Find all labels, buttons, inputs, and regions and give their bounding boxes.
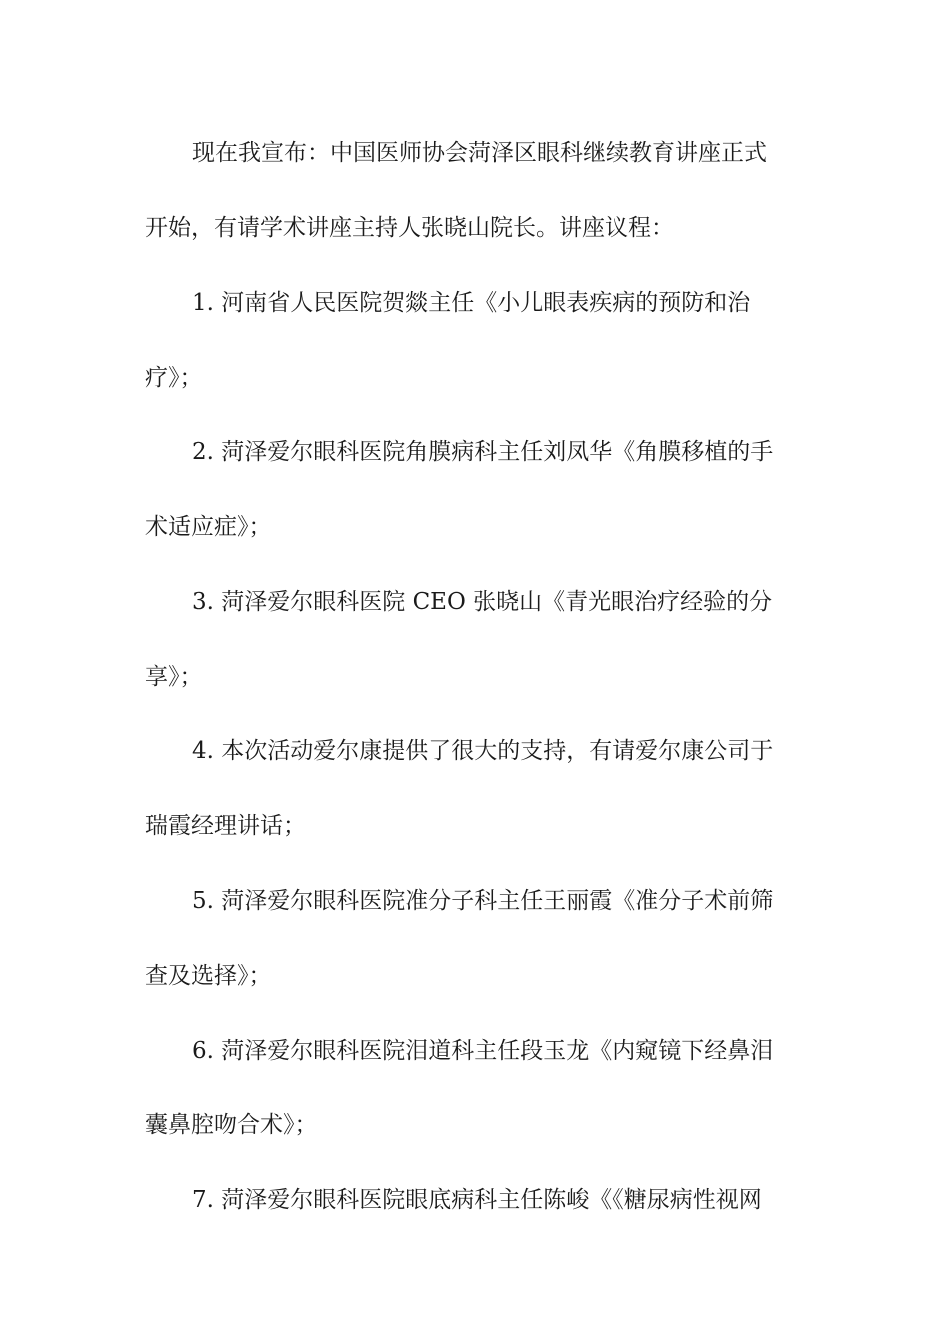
agenda-item-1-line-2: 疗》； [145, 365, 203, 391]
agenda-item-3-line-2: 享》； [145, 664, 203, 690]
agenda-item-4-line-2: 瑞霞经理讲话； [145, 813, 306, 839]
intro-line-1: 现在我宣布：中国医师协会菏泽区眼科继续教育讲座正式 [192, 140, 767, 166]
agenda-item-3-line-1: 3. 菏泽爱尔眼科医院 CEO 张晓山《青光眼治疗经验的分 [192, 589, 773, 615]
agenda-item-2-line-2: 术适应症》； [145, 514, 272, 540]
agenda-item-5-line-1: 5. 菏泽爱尔眼科医院准分子科主任王丽霞《准分子术前筛 [192, 888, 774, 914]
agenda-item-6-line-1: 6. 菏泽爱尔眼科医院泪道科主任段玉龙《内窥镜下经鼻泪 [192, 1038, 774, 1064]
intro-line-2: 开始，有请学术讲座主持人张晓山院长。讲座议程： [145, 215, 674, 241]
agenda-item-7-line-1: 7. 菏泽爱尔眼科医院眼底病科主任陈峻《《糖尿病性视网 [192, 1187, 762, 1213]
agenda-item-2-line-1: 2. 菏泽爱尔眼科医院角膜病科主任刘凤华《角膜移植的手 [192, 439, 774, 465]
agenda-item-4-line-1: 4. 本次活动爱尔康提供了很大的支持，有请爱尔康公司于 [192, 738, 774, 764]
agenda-item-1-line-1: 1. 河南省人民医院贺燚主任《小儿眼表疾病的预防和治 [192, 290, 751, 316]
agenda-item-6-line-2: 囊鼻腔吻合术》； [145, 1112, 318, 1138]
agenda-item-5-line-2: 查及选择》； [145, 963, 272, 989]
